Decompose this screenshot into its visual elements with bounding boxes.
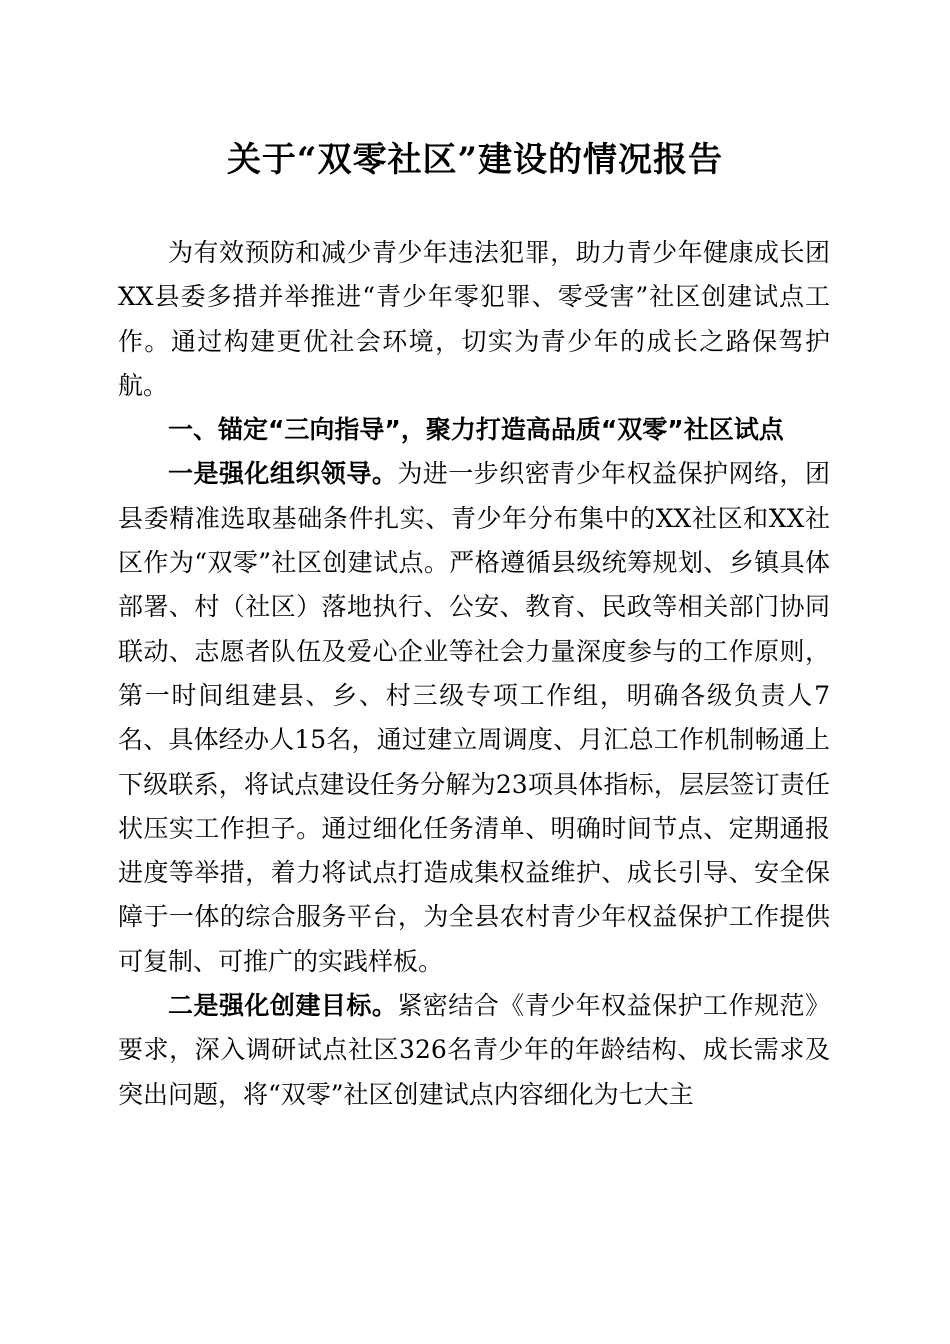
intro-paragraph: 为有效预防和减少青少年违法犯罪，助力青少年健康成长团XX县委多措并举推进“青少年零犯罪、零受害”社区创建试点工作。通过构建更优社会环境，切实为青少年的成长之路保驾护航。 [118, 238, 830, 400]
item-paragraph-1 [118, 452, 830, 984]
item-text-1: 为进一步织密青少年权益保护网络，团县委精准选取基础条件扎实、青少年分布集中的XX社区和XX社区作为“双零”社区创建试点。严格遵循县级统筹规划、乡镇具体部署、村（社区）落地执行、公安、教育、民政等相关部门协同联动、志愿者队伍及爱心企业等社会力量深度参与的工作原则，第一时间组建县、乡、村三级专项工作组，明确各级负责人7名、具体经办人15名，通过建立周调度、月汇总工作机制畅通上下级联系，将试点建设任务分解为23项具体指标，层层签订责任状压实工作担子。通过细化任务清单、明确时间节点、定期通报进度等举措，着力将试点打造成集权益维护、成长引导、安全保障于一体的综合服务平台，为全县农村青少年权益保护工作提供可复制、可推广的实践样板。 [118, 459, 830, 976]
item-text-2: 紧密结合《青少年权益保护工作规范》要求，深入调研试点社区326名青少年的年龄结构、成长需求及突出问题，将“双零”社区创建试点内容细化为七大主 [118, 991, 830, 1109]
item-paragraph-2 [118, 984, 830, 1117]
item-lead-1: 一是强化组织领导。 [168, 459, 398, 489]
section-heading-1: 一、锚定“三向指导”，聚力打造高品质“双零”社区试点 [168, 415, 784, 445]
document-body [118, 231, 830, 1117]
document-title: 关于“双零社区”建设的情况报告 [226, 140, 724, 180]
item-lead-2: 二是强化创建目标。 [168, 991, 398, 1021]
